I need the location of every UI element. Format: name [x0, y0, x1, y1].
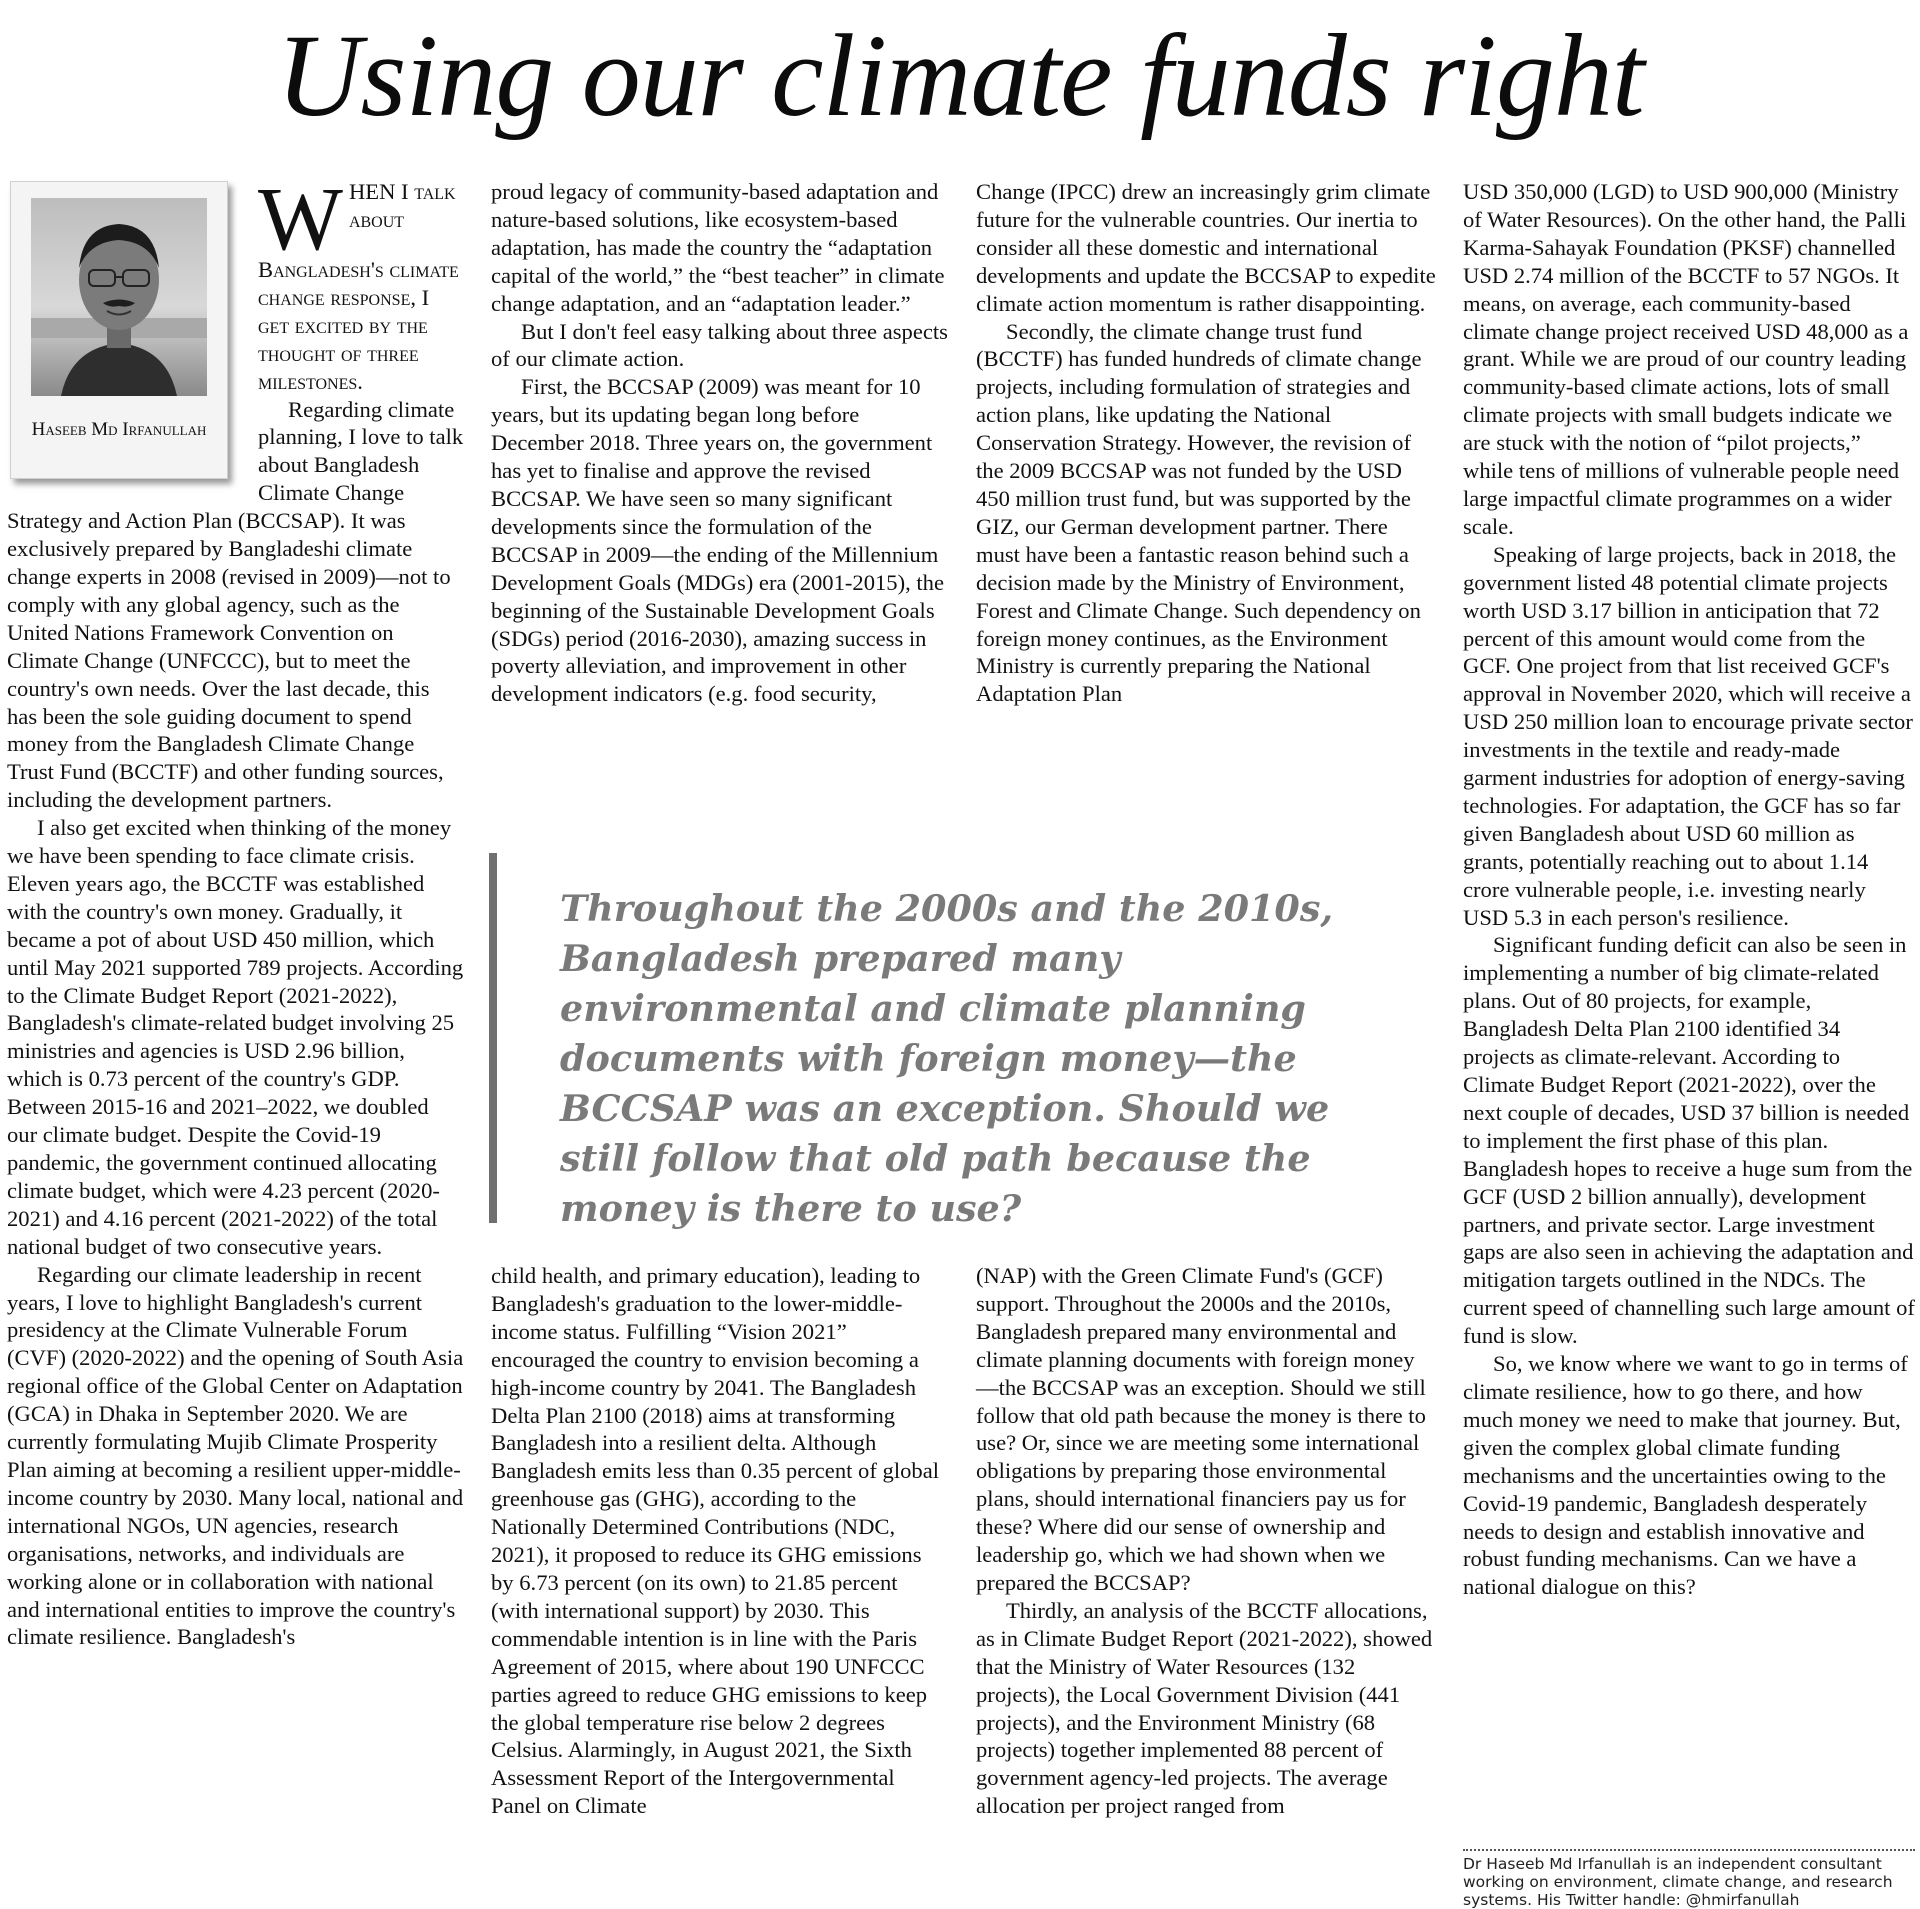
paragraph: USD 350,000 (LGD) to USD 900,000 (Ministry of Water Resources). On the other hand, the Palli Karma-Sahayak Foundation (PKSF) channelled USD 2.74 million of the BCCTF to 57 NGOs. It means, on average, each community-based climate change project received USD 48,000 as a grant. While we are proud of our country leading community-based climate actions, lots of small climate projects with small budgets indicate we are stuck with the notion of “pilot projects,” while tens of millions of vulnerable people need large impactful climate programmes on a wider scale. [1463, 179, 1909, 539]
paragraph: (NAP) with the Green Climate Fund's (GCF) support. Throughout the 2000s and the 2010s, Bangladesh prepared many environmental and climate planning documents with foreign money—the BCCSAP was an exception. Should we still follow that old path because the money is there to use? Or, since we are meeting some international obligations by preparing those environmental plans, should international financiers pay us for these? Where did our sense of ownership and leadership go, which we had shown when we prepared the BCCSAP? [976, 1263, 1426, 1595]
paragraph: child health, and primary education), leading to Bangladesh's graduation to the lower-middle-income status. Fulfilling “Vision 2021” encouraged the country to envision becoming a high-income country by 2041. The Bangladesh Delta Plan 2100 (2018) aims at transforming Bangladesh into a resilient delta. Although Bangladesh emits less than 0.35 percent of global greenhouse gas (GHG), according to the Nationally Determined Contributions (NDC, 2021), it proposed to reduce its GHG emissions by 6.73 percent (on its own) to 21.85 percent (with international support) by 2030. This commendable intention is in line with the Paris Agreement of 2015, where about 190 UNFCCC parties agreed to reduce GHG emissions to keep the global temperature rise below 2 degrees Celsius. Alarmingly, in August 2021, the Sixth Assessment Report of the Intergovernmental Panel on Climate [491, 1263, 940, 1819]
paragraph: proud legacy of community-based adaptation and nature-based solutions, like ecosystem-based adaptation, has made the country the “adaptation capital of the world,” the “best teacher” in climate change adaptation, and an “adaptation leader.” [491, 179, 945, 316]
paragraph: Regarding our climate leadership in recent years, I love to highlight Bangladesh's current presidency at the Climate Vulnerable Forum (CVF) (2020-2022) and the opening of South Asia regional office of the Global Center on Adaptation (GCA) in Dhaka in September 2020. We are currently formulating Mujib Climate Prosperity Plan aiming at becoming a resilient upper-middle-income country by 2030. Many local, national and international NGOs, UN agencies, research organisations, networks, and individuals are working alone or in collaboration with national and international entities to improve the country's climate resilience. Bangladesh's [7, 1261, 464, 1650]
pull-quote: Throughout the 2000s and the 2010s, Bangladesh prepared many environmental and climate planning documents with foreign money—the BCCSAP was an exception. Should we still follow that old path because the money is there to use? [560, 887, 1334, 1230]
paragraph: Thirdly, an analysis of the BCCTF allocations, as in Climate Budget Report (2021-2022), showed that the Ministry of Water Resources (132 projects), the Local Government Division (441 projects), and the Environment Ministry (68 projects) together implemented 88 percent of government agency-led projects. The average allocation per project ranged from [976, 1597, 1433, 1819]
author-bio: Dr Haseeb Md Irfanullah is an independent consultant working on environment, climate change, and research systems. His Twitter handle: @hmirfanullah [1463, 1855, 1893, 1909]
lead-text: HEN I talk about Bangladesh's climate change response, I get excited by the thought of three milestones. [258, 179, 459, 394]
paragraph: Speaking of large projects, back in 2018, the government listed 48 potential climate projects worth USD 3.17 billion in anticipation that 72 percent of this amount would come from the GCF. One project from that list received GCF's approval in November 2020, which will receive a USD 250 million loan to encourage private sector investments in the textile and ready-made garment industries for adoption of energy-saving technologies. For adaptation, the GCF has so far given Bangladesh about USD 60 million as grants, potentially reaching out to about 1.14 crore vulnerable people, i.e. investing nearly USD 5.3 in each person's resilience. [1463, 541, 1913, 930]
paragraph: I also get excited when thinking of the money we have been spending to face climate crisis. Eleven years ago, the BCCTF was established with the country's own money. Gradually, it became a pot of about USD 450 million, which until May 2021 supported 789 projects. According to the Climate Budget Report (2021-2022), Bangladesh's climate-related budget involving 25 ministries and agencies is USD 2.96 billion, which is 0.73 percent of the country's GDP. Between 2015-16 and 2021–2022, we doubled our climate budget. Despite the Covid-19 pandemic, the government continued allocating climate budget, which were 4.23 percent (2020-2021) and 4.16 percent (2021-2022) of the total national budget of two consecutive years. [7, 815, 464, 1259]
bio-divider [1463, 1849, 1915, 1851]
headline: Using our climate funds right [276, 10, 1644, 141]
paragraph: Secondly, the climate change trust fund (BCCTF) has funded hundreds of climate change projects, including formulation of strategies and action plans, like updating the National Conservation Strategy. However, the revision of the 2009 BCCSAP was not funded by the USD 450 million trust fund, but was supported by the GIZ, our German development partner. There must have been a fantastic reason behind such a decision made by the Ministry of Environment, Forest and Climate Change. Such dependency on foreign money continues, as the Environment Ministry is currently preparing the National Adaptation Plan [976, 318, 1422, 707]
pull-quote-bar [489, 853, 497, 1223]
paragraph: Regarding climate planning, I love to talk about Bangladesh Climate Change Strategy and Action Plan (BCCSAP). It was exclusively prepared by Bangladeshi climate change experts in 2008 (revised in 2009)—not to comply with any global agency, such as the United Nations Framework Convention on Climate Change (UNFCCC), but to meet the country's own needs. Over the last decade, this has been the sole guiding document to spend money from the Bangladesh Climate Change Trust Fund (BCCTF) and other funding sources, including the development partners. [7, 396, 464, 813]
column-4 [1463, 178, 1915, 1601]
drop-cap: W [258, 170, 343, 269]
paragraph: Change (IPCC) drew an increasingly grim climate future for the vulnerable countries. Our inertia to consider all these domestic and international developments and update the BCCSAP to expedite climate action momentum is rather disappointing. [976, 179, 1436, 316]
author-caption: Haseeb Md Irfanullah [31, 419, 207, 440]
paragraph: First, the BCCSAP (2009) was meant for 10 years, but its updating began long before December 2018. Three years on, the government has yet to finalise and approve the revised BCCSAP. We have seen so many significant developments since the formulation of the BCCSAP in 2009—the ending of the Millennium Development Goals (MDGs) era (2001-2015), the beginning of the Sustainable Development Goals (SDGs) period (2016-2030), amazing success in poverty alleviation, and improvement in other development indicators (e.g. food security, [491, 374, 945, 707]
paragraph: Significant funding deficit can also be seen in implementing a number of big climate-related plans. Out of 80 projects, for example, Bangladesh Delta Plan 2100 identified 34 projects as climate-relevant. According to Climate Budget Report (2021-2022), over the next couple of decades, USD 37 billion is needed to implement the first phase of this plan. Bangladesh hopes to receive a huge sum from the GCF (USD 2 billion annually), development partners, and private sector. Large investment gaps are also seen in achieving the adaptation and mitigation targets outlined in the NDCs. The current speed of channelling such large amount of fund is slow. [1463, 932, 1915, 1349]
paragraph: So, we know where we want to go in terms of climate resilience, how to go there, and how much money we need to make that journey. But, given the complex global climate funding mechanisms and the uncertainties owing to the Covid-19 pandemic, Bangladesh desperately needs to design and establish innovative and robust funding mechanisms. Can we have a national dialogue on this? [1463, 1351, 1908, 1600]
column-2-top [491, 178, 948, 708]
column-3-bottom [976, 1262, 1436, 1820]
column-2-bottom [491, 1262, 948, 1820]
column-3-top [976, 178, 1436, 708]
column-1 [7, 170, 464, 1651]
paragraph: But I don't feel easy talking about three aspects of our climate action. [491, 318, 948, 372]
